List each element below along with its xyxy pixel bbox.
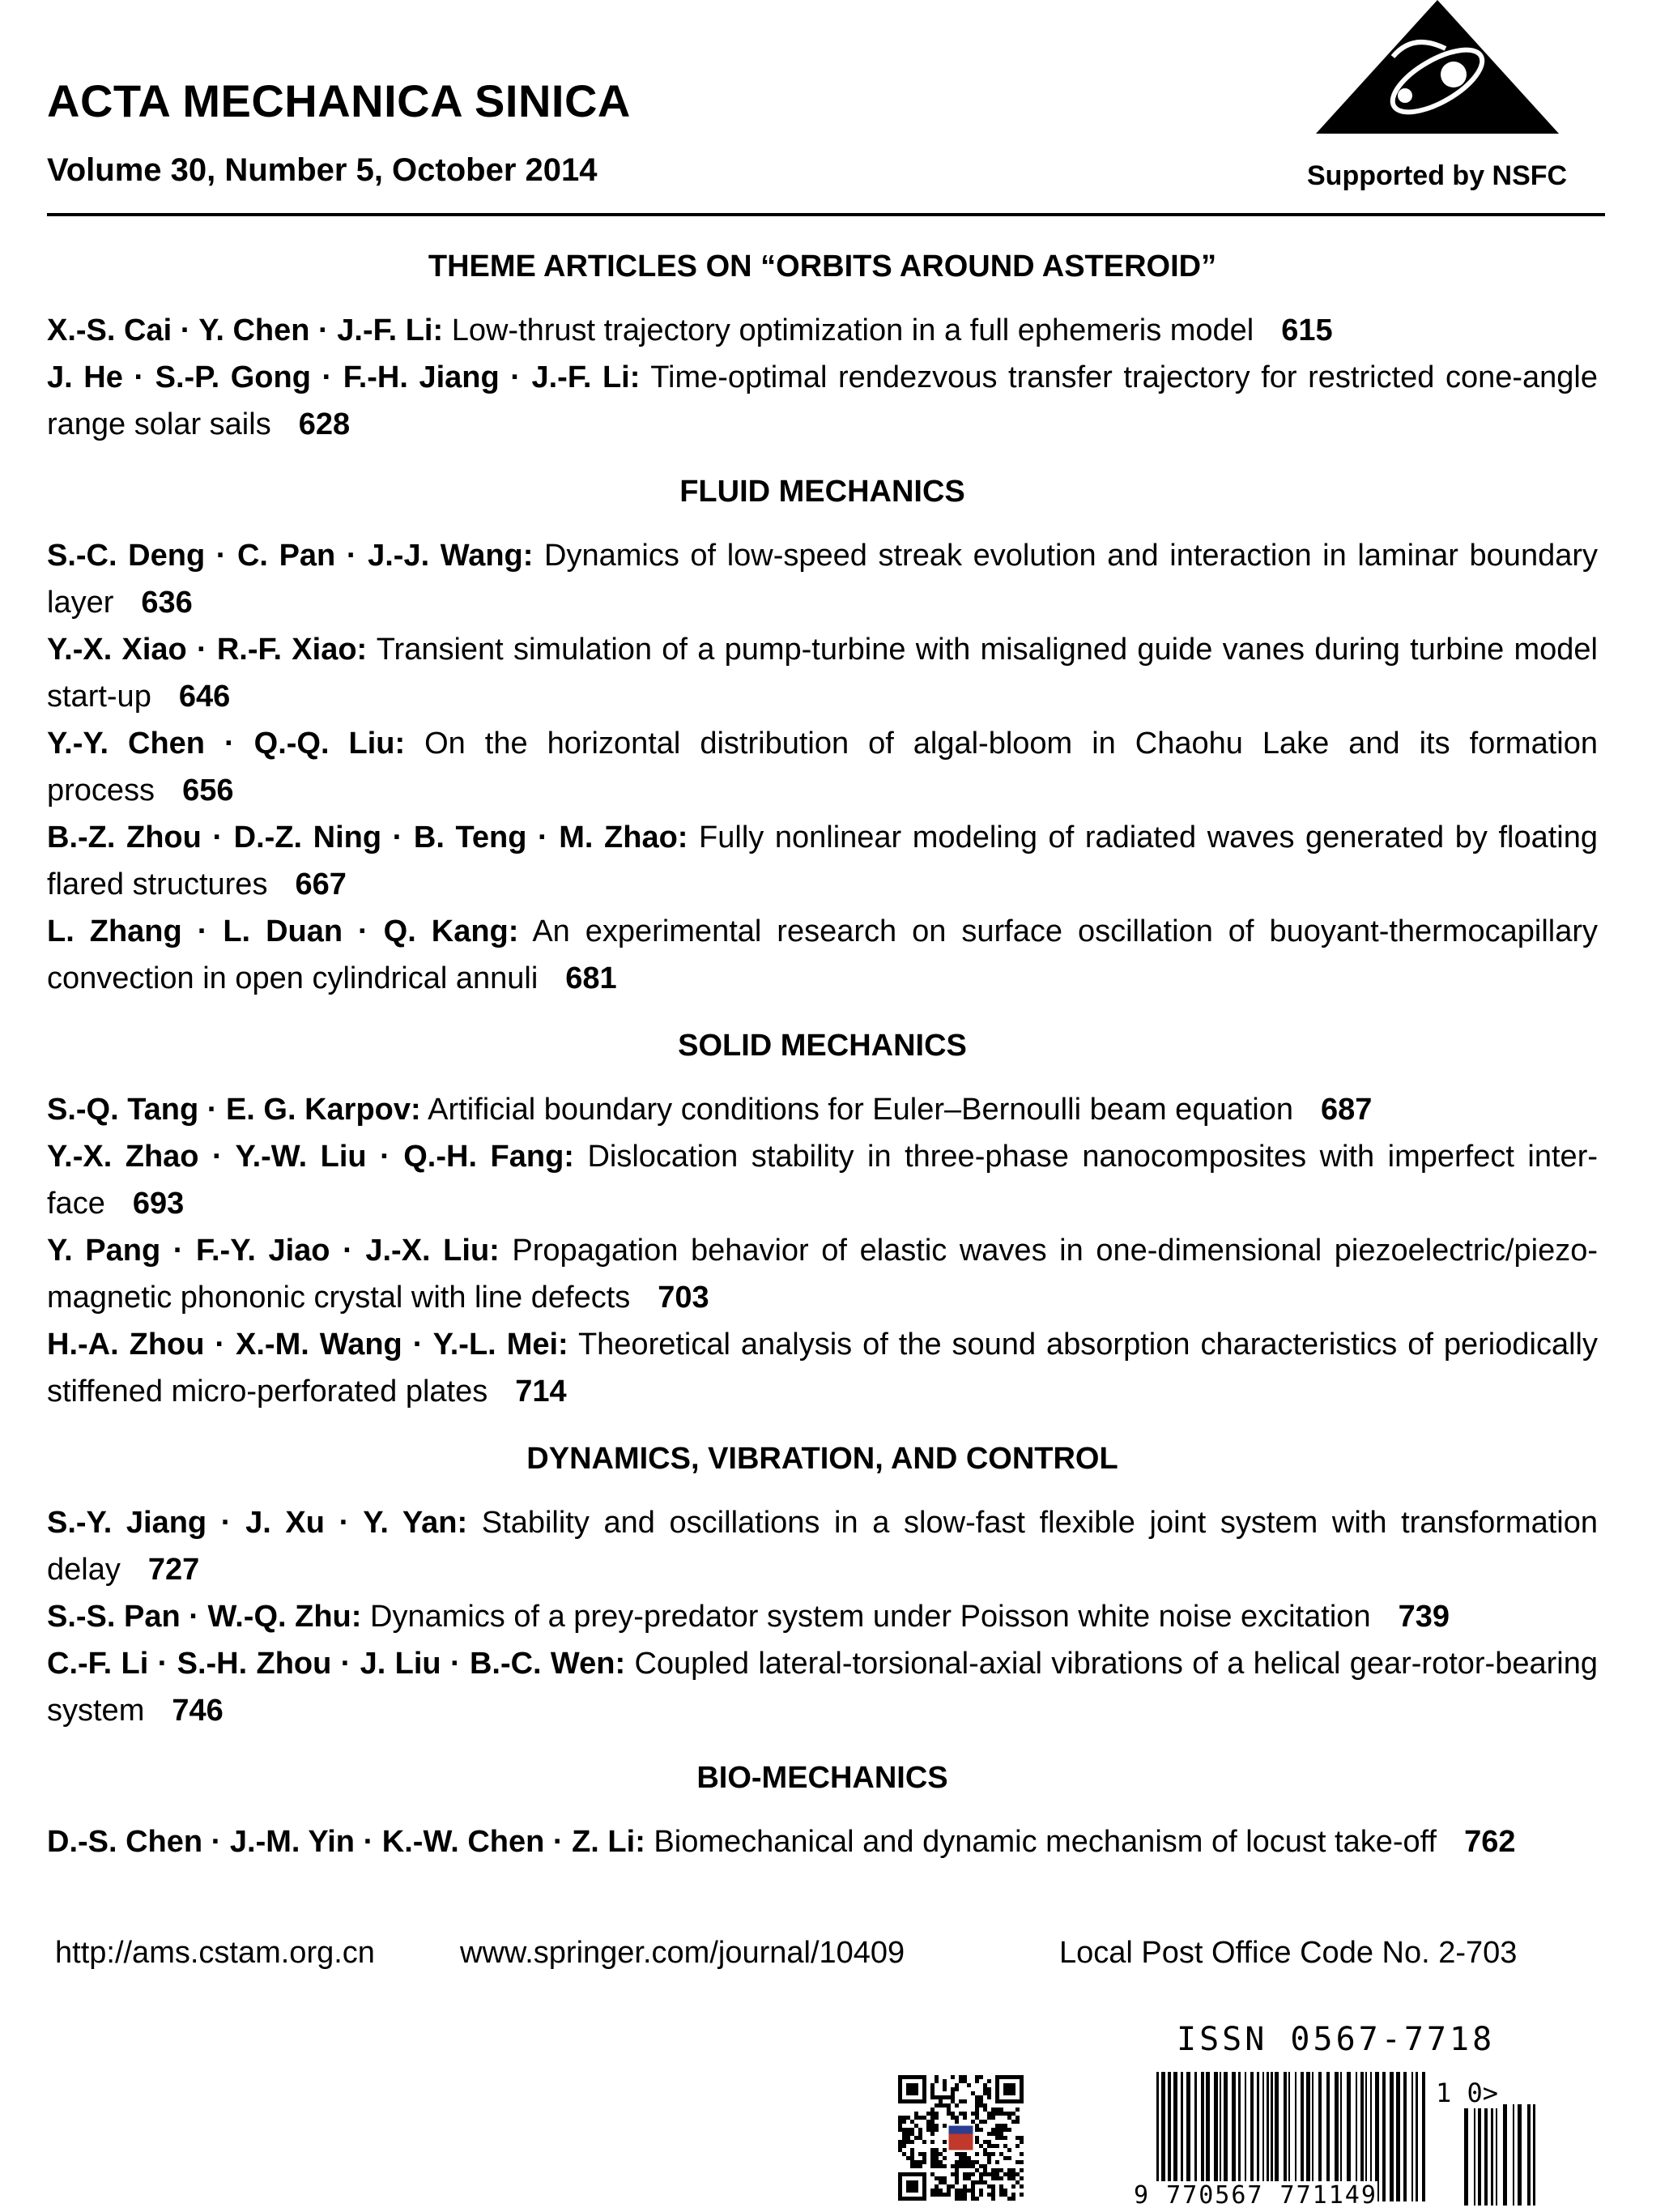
entry-authors: L. Zhang · L. Duan · Q. Kang: xyxy=(47,914,519,948)
entry-authors: Y. Pang · F.-Y. Jiao · J.-X. Liu: xyxy=(47,1234,500,1268)
entry-page-number: 739 xyxy=(1398,1600,1450,1634)
footer-url-springer[interactable]: www.springer.com/journal/10409 xyxy=(460,1936,905,1970)
toc-entry[interactable] xyxy=(47,307,1598,354)
entry-authors: S.-S. Pan · W.-Q. Zhu: xyxy=(47,1600,362,1634)
toc-entry[interactable] xyxy=(47,626,1598,720)
entry-authors: Y.-X. Xiao · R.-F. Xiao: xyxy=(47,633,368,667)
entry-page-number: 687 xyxy=(1320,1093,1373,1127)
entry-title: Time-optimal rendezvous transfer trajectory for restricted cone-angle range solar sails xyxy=(47,360,1598,441)
toc-section xyxy=(47,1026,1598,1415)
journal-title: ACTA MECHANICA SINICA xyxy=(47,75,631,126)
toc-entry[interactable] xyxy=(47,908,1598,1002)
entry-authors: H.-A. Zhou · X.-M. Wang · Y.-L. Mei: xyxy=(47,1328,568,1362)
entry-page-number: 667 xyxy=(295,867,347,901)
toc-entry[interactable] xyxy=(47,1818,1598,1865)
entry-title: Dynamics of a prey-predator system under Poisson white noise excitation xyxy=(370,1600,1371,1634)
entry-authors: Y.-X. Zhao · Y.-W. Liu · Q.-H. Fang: xyxy=(47,1140,574,1174)
toc-entry[interactable] xyxy=(47,1499,1598,1593)
qr-code xyxy=(898,2075,1024,2201)
section-heading: BIO-MECHANICS xyxy=(696,1761,948,1795)
entry-authors: Y.-Y. Chen · Q.-Q. Liu: xyxy=(47,727,406,761)
toc-entry[interactable] xyxy=(47,1086,1598,1133)
barcode-digits: 9 770567 771149 xyxy=(1134,2181,1377,2210)
entry-title: Coupled lateral-torsional-axial vibrations of a helical gear-rotor-bearing system xyxy=(47,1647,1598,1728)
toc-entry[interactable] xyxy=(47,1593,1598,1640)
toc-entry[interactable] xyxy=(47,720,1598,814)
entry-authors: S.-C. Deng · C. Pan · J.-J. Wang: xyxy=(47,539,534,573)
header-divider xyxy=(47,213,1605,216)
toc-entry[interactable] xyxy=(47,354,1598,448)
section-heading: THEME ARTICLES ON “ORBITS AROUND ASTEROID” xyxy=(428,249,1217,283)
entry-page-number: 636 xyxy=(141,586,193,620)
entry-page-number: 628 xyxy=(298,407,351,441)
issn: ISSN 0567-7718 xyxy=(1177,2021,1496,2058)
entry-title: An experimental research on surface oscillation of buoyant-thermocapillary convection in open cylindrical annuli xyxy=(47,914,1598,995)
entry-page-number: 703 xyxy=(658,1281,709,1315)
entry-title: Transient simulation of a pump-turbine with misaligned guide vanes during turbine model start-up xyxy=(47,633,1598,714)
toc-section xyxy=(47,472,1598,1002)
entry-authors: S.-Q. Tang · E. G. Karpov: xyxy=(47,1093,421,1127)
toc-entry[interactable] xyxy=(47,532,1598,626)
entry-title: Theoretical analysis of the sound absorption characteristics of periodically stiffened micro-perforated plates xyxy=(47,1328,1598,1409)
section-heading: DYNAMICS, VIBRATION, AND CONTROL xyxy=(526,1442,1118,1476)
entry-page-number: 746 xyxy=(172,1694,224,1728)
entry-title: Fully nonlinear modeling of radiated waves generated by floating flared structures xyxy=(47,820,1598,901)
entry-title: On the horizontal distribution of algal-bloom in Chaohu Lake and its formation process xyxy=(47,727,1598,808)
entry-authors: B.-Z. Zhou · D.-Z. Ning · B. Teng · M. Zhao: xyxy=(47,820,688,855)
nsfc-logo xyxy=(1316,0,1559,134)
toc-entry[interactable] xyxy=(47,1133,1598,1227)
toc-section xyxy=(47,1439,1598,1734)
barcode-addon-digits: 1 0> xyxy=(1436,2078,1499,2108)
toc-section xyxy=(47,247,1598,448)
section-heading: SOLID MECHANICS xyxy=(678,1029,967,1063)
toc-entry[interactable] xyxy=(47,1227,1598,1321)
entry-title: Biomechanical and dynamic mechanism of locust take-off xyxy=(654,1825,1437,1859)
entry-title: Propagation behavior of elastic waves in one-dimensional piezoelectric/piezo-magnetic phononic crystal with line defects xyxy=(47,1234,1599,1315)
toc-section xyxy=(47,1758,1598,1865)
entry-title: Stability and oscillations in a slow-fast flexible joint system with transformation delay xyxy=(47,1506,1598,1587)
toc-entry[interactable] xyxy=(47,1321,1598,1415)
entry-page-number: 681 xyxy=(565,961,617,995)
footer-post-code: Local Post Office Code No. 2-703 xyxy=(1059,1936,1518,1970)
entry-title: Dislocation stability in three-phase nanocomposites with imperfect inter-face xyxy=(47,1140,1599,1221)
table-of-contents xyxy=(47,247,1598,1890)
entry-title: Low-thrust trajectory optimization in a full ephemeris model xyxy=(451,313,1254,347)
entry-page-number: 762 xyxy=(1464,1825,1516,1859)
footer-url-cstam[interactable]: http://ams.cstam.org.cn xyxy=(55,1936,375,1970)
entry-page-number: 714 xyxy=(515,1375,567,1409)
section-heading: FLUID MECHANICS xyxy=(679,475,965,509)
entry-authors: X.-S. Cai · Y. Chen · J.-F. Li: xyxy=(47,313,444,347)
entry-page-number: 646 xyxy=(178,680,231,714)
entry-authors: C.-F. Li · S.-H. Zhou · J. Liu · B.-C. Wen: xyxy=(47,1647,626,1681)
entry-authors: S.-Y. Jiang · J. Xu · Y. Yan: xyxy=(47,1506,468,1540)
entry-title: Dynamics of low-speed streak evolution and interaction in laminar boundary layer xyxy=(47,539,1598,620)
entry-page-number: 693 xyxy=(132,1187,185,1221)
toc-entry[interactable] xyxy=(47,1640,1598,1734)
entry-title: Artificial boundary conditions for Euler–Bernoulli beam equation xyxy=(428,1093,1293,1127)
entry-page-number: 727 xyxy=(147,1553,200,1587)
supported-by: Supported by NSFC xyxy=(1307,160,1568,191)
toc-entry[interactable] xyxy=(47,814,1598,908)
entry-page-number: 656 xyxy=(182,774,234,808)
entry-authors: D.-S. Chen · J.-M. Yin · K.-W. Chen · Z. Li: xyxy=(47,1825,645,1859)
entry-page-number: 615 xyxy=(1281,313,1333,347)
entry-authors: J. He · S.-P. Gong · F.-H. Jiang · J.-F. Li: xyxy=(47,360,641,394)
issue-line: Volume 30, Number 5, October 2014 xyxy=(47,152,598,188)
